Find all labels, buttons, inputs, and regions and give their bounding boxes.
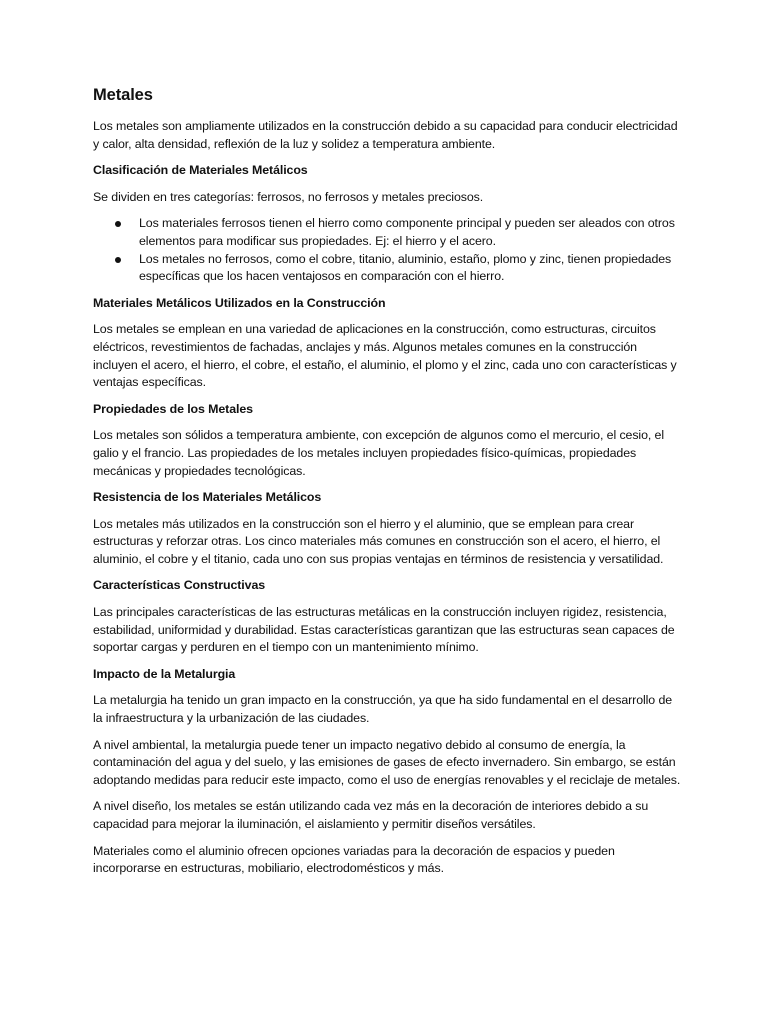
bullet-text: Los materiales ferrosos tienen el hierro como componente principal y pueden ser aleados con otros elementos para modificar sus propiedades. Ej: el hierro y el acero. [139,216,675,248]
clasificacion-paragraph: Se dividen en tres categorías: ferrosos, no ferrosos y metales preciosos. [93,189,484,204]
section-heading-propiedades: Propiedades de los Metales [93,401,253,416]
bullet-item-no-ferrosos [93,251,683,286]
bullet-text: Los metales no ferrosos, como el cobre, titanio, aluminio, estaño, plomo y zinc, tienen propiedades específicas que los hacen ventajosos en comparación con el hierro. [139,251,672,284]
utilizados-paragraph: Los metales se emplean en una variedad de aplicaciones en la construcción, como estructuras, circuitos eléctricos, revestimientos de fachadas, anclajes y más. Algunos metales comunes en la construcción incluyen el acero, el hierro, el cobre, el estaño, el aluminio, el plomo y el zinc, cada uno con características y ventajas específicas. [93,322,677,390]
document-title: Metales [93,86,153,104]
impacto-paragraph-3: A nivel diseño, los metales se están utilizando cada vez más en la decoración de interiores debido a su capacidad para mejorar la iluminación, el aislamiento y permitir diseños versátiles. [93,799,649,831]
bullet-icon [115,257,121,263]
bullet-icon [115,221,121,227]
caracteristicas-paragraph: Las principales características de las estructuras metálicas en la construcción incluyen rigidez, resistencia, estabilidad, uniformidad y durabilidad. Estas características garantizan que las estructuras sean capaces de soportar cargas y perduren en el tiempo con un mantenimiento mínimo. [93,605,675,655]
impacto-paragraph-1: La metalurgia ha tenido un gran impacto en la construcción, ya que ha sido fundamental en el desarrollo de la infraestructura y la urbanización de las ciudades. [93,693,673,726]
document-page [93,84,683,887]
section-heading-resistencia: Resistencia de los Materiales Metálicos [93,490,322,505]
section-heading-clasificacion: Clasificación de Materiales Metálicos [93,163,308,178]
section-heading-impacto: Impacto de la Metalurgia [93,666,236,681]
propiedades-paragraph: Los metales son sólidos a temperatura ambiente, con excepción de algunos como el mercurio, el cesio, el galio y el francio. Las propiedades de los metales incluyen propiedades físico-químicas, propiedades mecánicas y propiedades tecnológicas. [93,428,664,478]
bullet-item-ferrosos [93,215,683,250]
intro-paragraph: Los metales son ampliamente utilizados en la construcción debido a su capacidad para conducir electricidad y calor, alta densidad, reflexión de la luz y solidez a temperatura ambiente. [93,119,678,151]
section-heading-utilizados: Materiales Metálicos Utilizados en la Construcción [93,295,386,310]
impacto-paragraph-2: A nivel ambiental, la metalurgia puede tener un impacto negativo debido al consumo de energía, la contaminación del agua y del suelo, y las emisiones de gases de efecto invernadero. Sin embargo, se están adoptando medidas para reducir este impacto, como el uso de energías renovables y el reciclaje de metales. [93,737,681,787]
impacto-paragraph-4: Materiales como el aluminio ofrecen opciones variadas para la decoración de espacios y pueden incorporarse en estructuras, mobiliario, electrodomésticos y más. [93,843,615,876]
section-heading-caracteristicas: Características Constructivas [93,578,266,593]
resistencia-paragraph: Los metales más utilizados en la construcción son el hierro y el aluminio, que se emplean para crear estructuras y reforzar otras. Los cinco materiales más comunes en construcción son el acero, el hierro, el aluminio, el cobre y el titanio, cada uno con sus propias ventajas en términos de resistencia y versatilidad. [93,516,664,566]
clasificacion-bullet-list [93,215,683,285]
